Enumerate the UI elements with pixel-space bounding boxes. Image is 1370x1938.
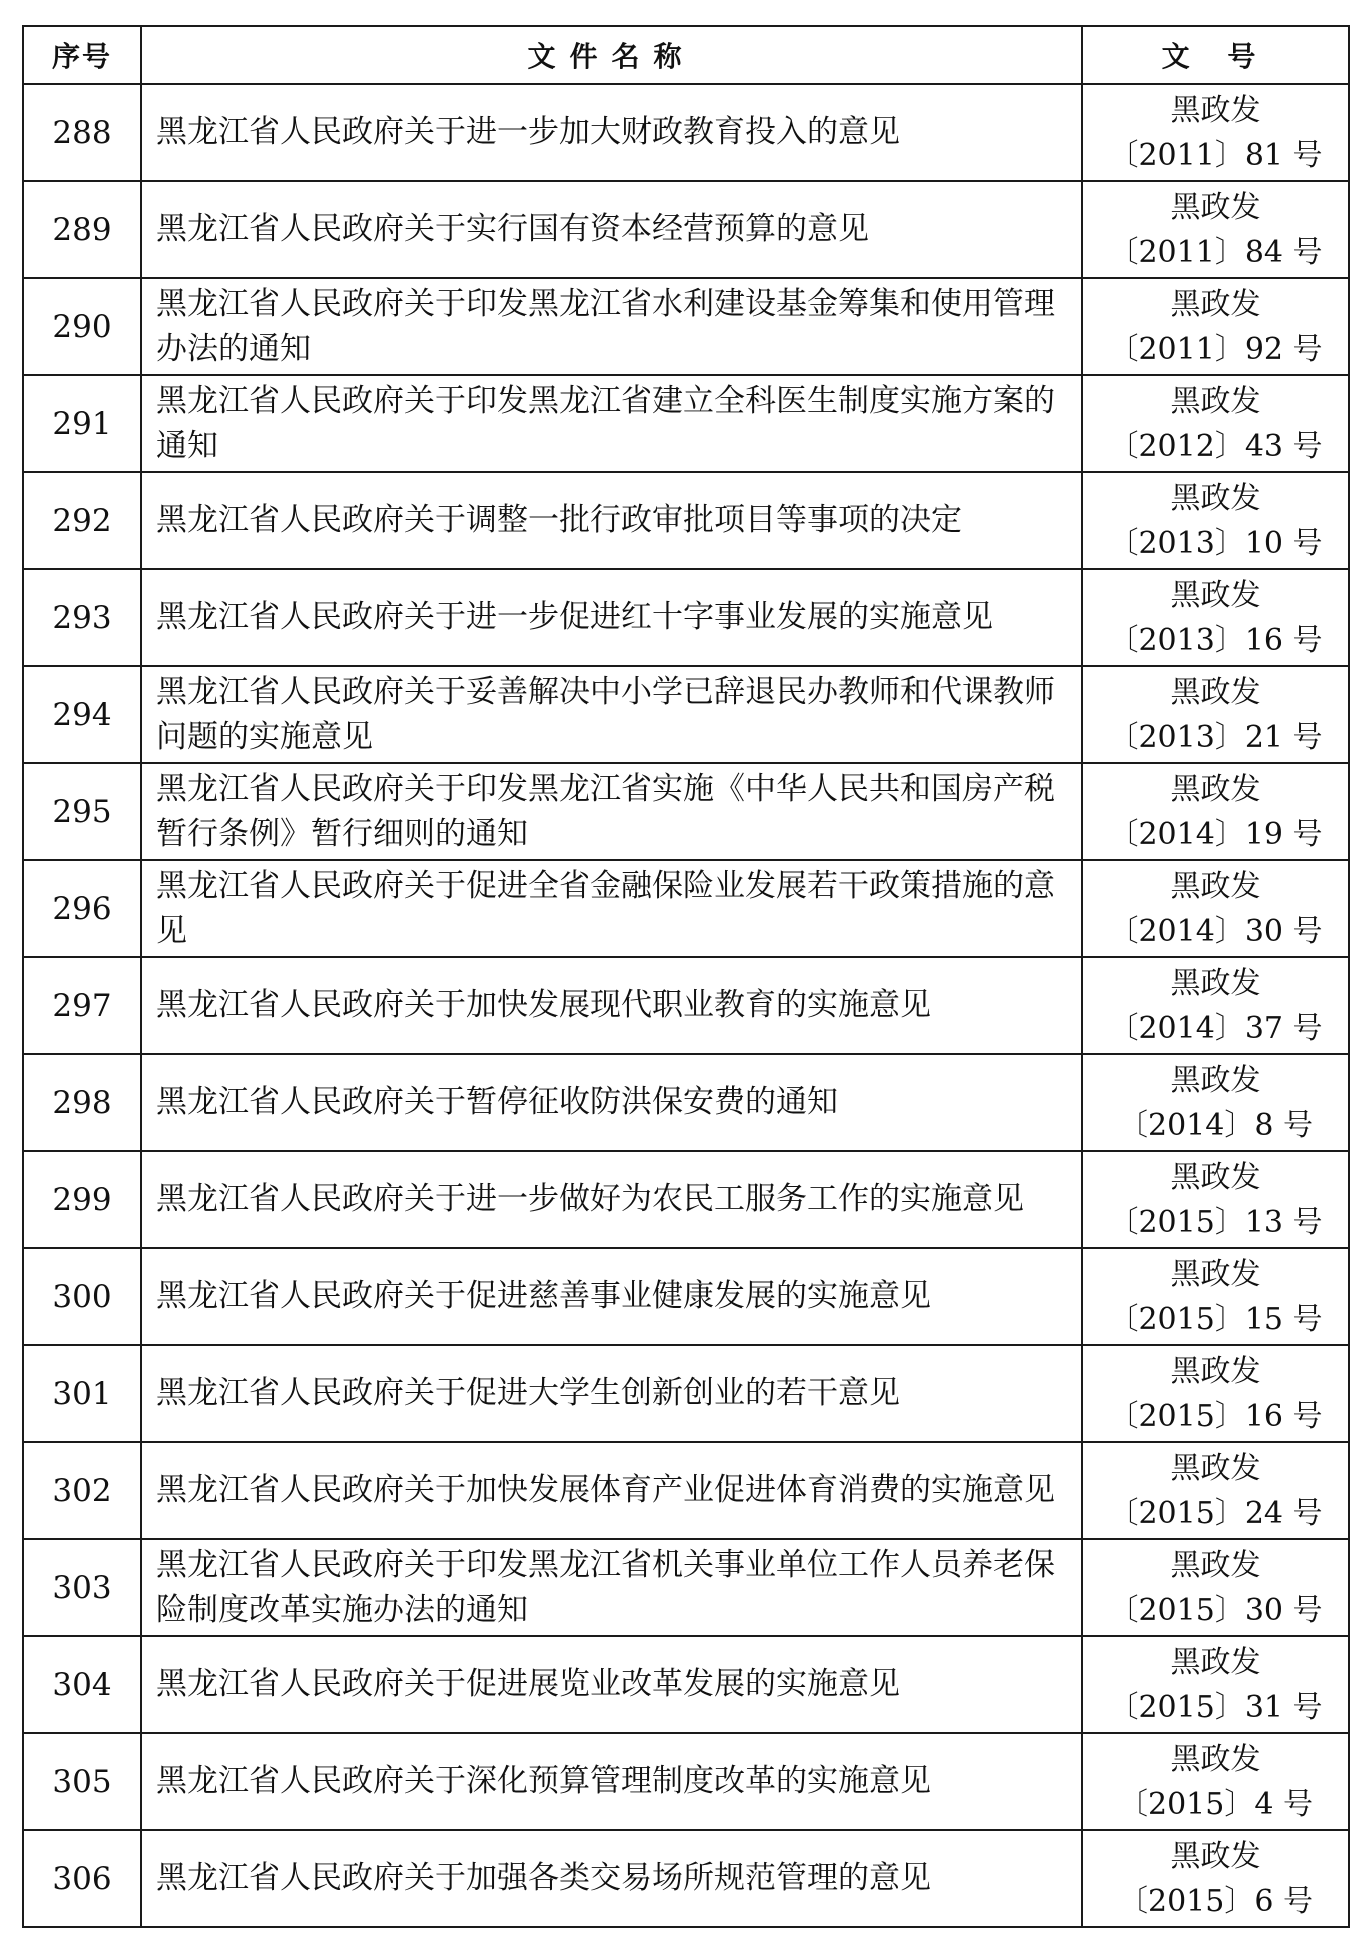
- document-name: 黑龙江省人民政府关于促进全省金融保险业发展若干政策措施的意见: [141, 860, 1082, 957]
- row-number: 304: [23, 1636, 141, 1733]
- code-issuer: 黑政发: [1170, 1741, 1261, 1777]
- row-number: 300: [23, 1248, 141, 1345]
- row-number: 288: [23, 84, 141, 181]
- code-issuer: 黑政发: [1170, 92, 1261, 128]
- row-number: 306: [23, 1830, 141, 1927]
- code-issuer: 黑政发: [1170, 1353, 1261, 1389]
- code-number: 〔2015〕31 号: [1108, 1689, 1323, 1725]
- document-code: [1082, 763, 1349, 860]
- code-number: 〔2015〕16 号: [1108, 1398, 1323, 1434]
- row-number: 292: [23, 472, 141, 569]
- document-code: [1082, 1830, 1349, 1927]
- document-name: 黑龙江省人民政府关于妥善解决中小学已辞退民办教师和代课教师问题的实施意见: [141, 666, 1082, 763]
- code-issuer: 黑政发: [1170, 1644, 1261, 1680]
- code-issuer: 黑政发: [1170, 1062, 1261, 1098]
- code-number: 〔2015〕24 号: [1108, 1495, 1323, 1531]
- table-row: [23, 1151, 1349, 1248]
- code-number: 〔2015〕4 号: [1118, 1786, 1313, 1822]
- document-name: 黑龙江省人民政府关于调整一批行政审批项目等事项的决定: [141, 472, 1082, 569]
- code-number: 〔2013〕16 号: [1108, 622, 1323, 658]
- table-body: [23, 84, 1349, 1927]
- code-number: 〔2014〕37 号: [1108, 1010, 1323, 1046]
- code-number: 〔2013〕10 号: [1108, 525, 1323, 561]
- document-code: [1082, 1054, 1349, 1151]
- code-number: 〔2011〕84 号: [1108, 234, 1323, 270]
- code-issuer: 黑政发: [1170, 1256, 1261, 1292]
- code-issuer: 黑政发: [1170, 189, 1261, 225]
- document-code: [1082, 1248, 1349, 1345]
- document-page: [22, 25, 1348, 1928]
- code-issuer: 黑政发: [1170, 674, 1261, 710]
- table-row: [23, 569, 1349, 666]
- row-number: 296: [23, 860, 141, 957]
- row-number: 305: [23, 1733, 141, 1830]
- document-code: [1082, 1345, 1349, 1442]
- code-issuer: 黑政发: [1170, 868, 1261, 904]
- table-row: [23, 1733, 1349, 1830]
- row-number: 303: [23, 1539, 141, 1636]
- table-row: [23, 1442, 1349, 1539]
- code-number: 〔2012〕43 号: [1108, 428, 1323, 464]
- table-row: [23, 957, 1349, 1054]
- code-number: 〔2015〕13 号: [1108, 1204, 1323, 1240]
- code-number: 〔2014〕19 号: [1108, 816, 1323, 852]
- document-name: 黑龙江省人民政府关于促进慈善事业健康发展的实施意见: [141, 1248, 1082, 1345]
- document-code: [1082, 1442, 1349, 1539]
- row-number: 298: [23, 1054, 141, 1151]
- document-code: [1082, 666, 1349, 763]
- table-row: [23, 278, 1349, 375]
- table-row: [23, 1248, 1349, 1345]
- code-number: 〔2014〕30 号: [1108, 913, 1323, 949]
- header-document-name: 文件名称: [141, 26, 1082, 84]
- row-number: 301: [23, 1345, 141, 1442]
- document-name: 黑龙江省人民政府关于印发黑龙江省实施《中华人民共和国房产税暂行条例》暂行细则的通知: [141, 763, 1082, 860]
- document-code: [1082, 278, 1349, 375]
- code-issuer: 黑政发: [1170, 383, 1261, 419]
- document-code: [1082, 569, 1349, 666]
- table-row: [23, 1636, 1349, 1733]
- header-number: 序号: [23, 26, 141, 84]
- code-issuer: 黑政发: [1170, 771, 1261, 807]
- row-number: 293: [23, 569, 141, 666]
- row-number: 295: [23, 763, 141, 860]
- table-row: [23, 1539, 1349, 1636]
- row-number: 299: [23, 1151, 141, 1248]
- table-row: [23, 1345, 1349, 1442]
- row-number: 302: [23, 1442, 141, 1539]
- table-row: [23, 375, 1349, 472]
- table-row: [23, 860, 1349, 957]
- document-name: 黑龙江省人民政府关于进一步做好为农民工服务工作的实施意见: [141, 1151, 1082, 1248]
- table-header: [23, 26, 1349, 84]
- document-name: 黑龙江省人民政府关于加快发展体育产业促进体育消费的实施意见: [141, 1442, 1082, 1539]
- code-issuer: 黑政发: [1170, 1838, 1261, 1874]
- document-code: [1082, 375, 1349, 472]
- table-row: [23, 763, 1349, 860]
- document-name: 黑龙江省人民政府关于加强各类交易场所规范管理的意见: [141, 1830, 1082, 1927]
- row-number: 289: [23, 181, 141, 278]
- document-code: [1082, 472, 1349, 569]
- table-row: [23, 666, 1349, 763]
- code-number: 〔2011〕92 号: [1108, 331, 1323, 367]
- document-code: [1082, 1636, 1349, 1733]
- code-issuer: 黑政发: [1170, 577, 1261, 613]
- document-name: 黑龙江省人民政府关于促进展览业改革发展的实施意见: [141, 1636, 1082, 1733]
- row-number: 290: [23, 278, 141, 375]
- row-number: 294: [23, 666, 141, 763]
- table-row: [23, 84, 1349, 181]
- document-name: 黑龙江省人民政府关于促进大学生创新创业的若干意见: [141, 1345, 1082, 1442]
- document-name: 黑龙江省人民政府关于印发黑龙江省机关事业单位工作人员养老保险制度改革实施办法的通知: [141, 1539, 1082, 1636]
- table-row: [23, 181, 1349, 278]
- header-document-code: 文 号: [1082, 26, 1349, 84]
- document-name: 黑龙江省人民政府关于进一步加大财政教育投入的意见: [141, 84, 1082, 181]
- document-code: [1082, 957, 1349, 1054]
- document-name: 黑龙江省人民政府关于深化预算管理制度改革的实施意见: [141, 1733, 1082, 1830]
- document-code: [1082, 181, 1349, 278]
- code-issuer: 黑政发: [1170, 1159, 1261, 1195]
- code-issuer: 黑政发: [1170, 286, 1261, 322]
- document-name: 黑龙江省人民政府关于进一步促进红十字事业发展的实施意见: [141, 569, 1082, 666]
- table-row: [23, 472, 1349, 569]
- code-issuer: 黑政发: [1170, 1450, 1261, 1486]
- header-row: [23, 26, 1349, 84]
- code-issuer: 黑政发: [1170, 480, 1261, 516]
- document-name: 黑龙江省人民政府关于印发黑龙江省建立全科医生制度实施方案的通知: [141, 375, 1082, 472]
- row-number: 297: [23, 957, 141, 1054]
- document-code: [1082, 1733, 1349, 1830]
- table-row: [23, 1054, 1349, 1151]
- table-row: [23, 1830, 1349, 1927]
- code-number: 〔2015〕15 号: [1108, 1301, 1323, 1337]
- document-code: [1082, 1539, 1349, 1636]
- code-number: 〔2014〕8 号: [1118, 1107, 1313, 1143]
- document-code: [1082, 860, 1349, 957]
- code-issuer: 黑政发: [1170, 1547, 1261, 1583]
- document-code: [1082, 1151, 1349, 1248]
- row-number: 291: [23, 375, 141, 472]
- code-number: 〔2013〕21 号: [1108, 719, 1323, 755]
- document-name: 黑龙江省人民政府关于加快发展现代职业教育的实施意见: [141, 957, 1082, 1054]
- document-table: [22, 25, 1350, 1928]
- code-number: 〔2011〕81 号: [1108, 137, 1323, 173]
- document-name: 黑龙江省人民政府关于印发黑龙江省水利建设基金筹集和使用管理办法的通知: [141, 278, 1082, 375]
- code-number: 〔2015〕30 号: [1108, 1592, 1323, 1628]
- document-name: 黑龙江省人民政府关于暂停征收防洪保安费的通知: [141, 1054, 1082, 1151]
- code-issuer: 黑政发: [1170, 965, 1261, 1001]
- document-code: [1082, 84, 1349, 181]
- document-name: 黑龙江省人民政府关于实行国有资本经营预算的意见: [141, 181, 1082, 278]
- code-number: 〔2015〕6 号: [1118, 1883, 1313, 1919]
